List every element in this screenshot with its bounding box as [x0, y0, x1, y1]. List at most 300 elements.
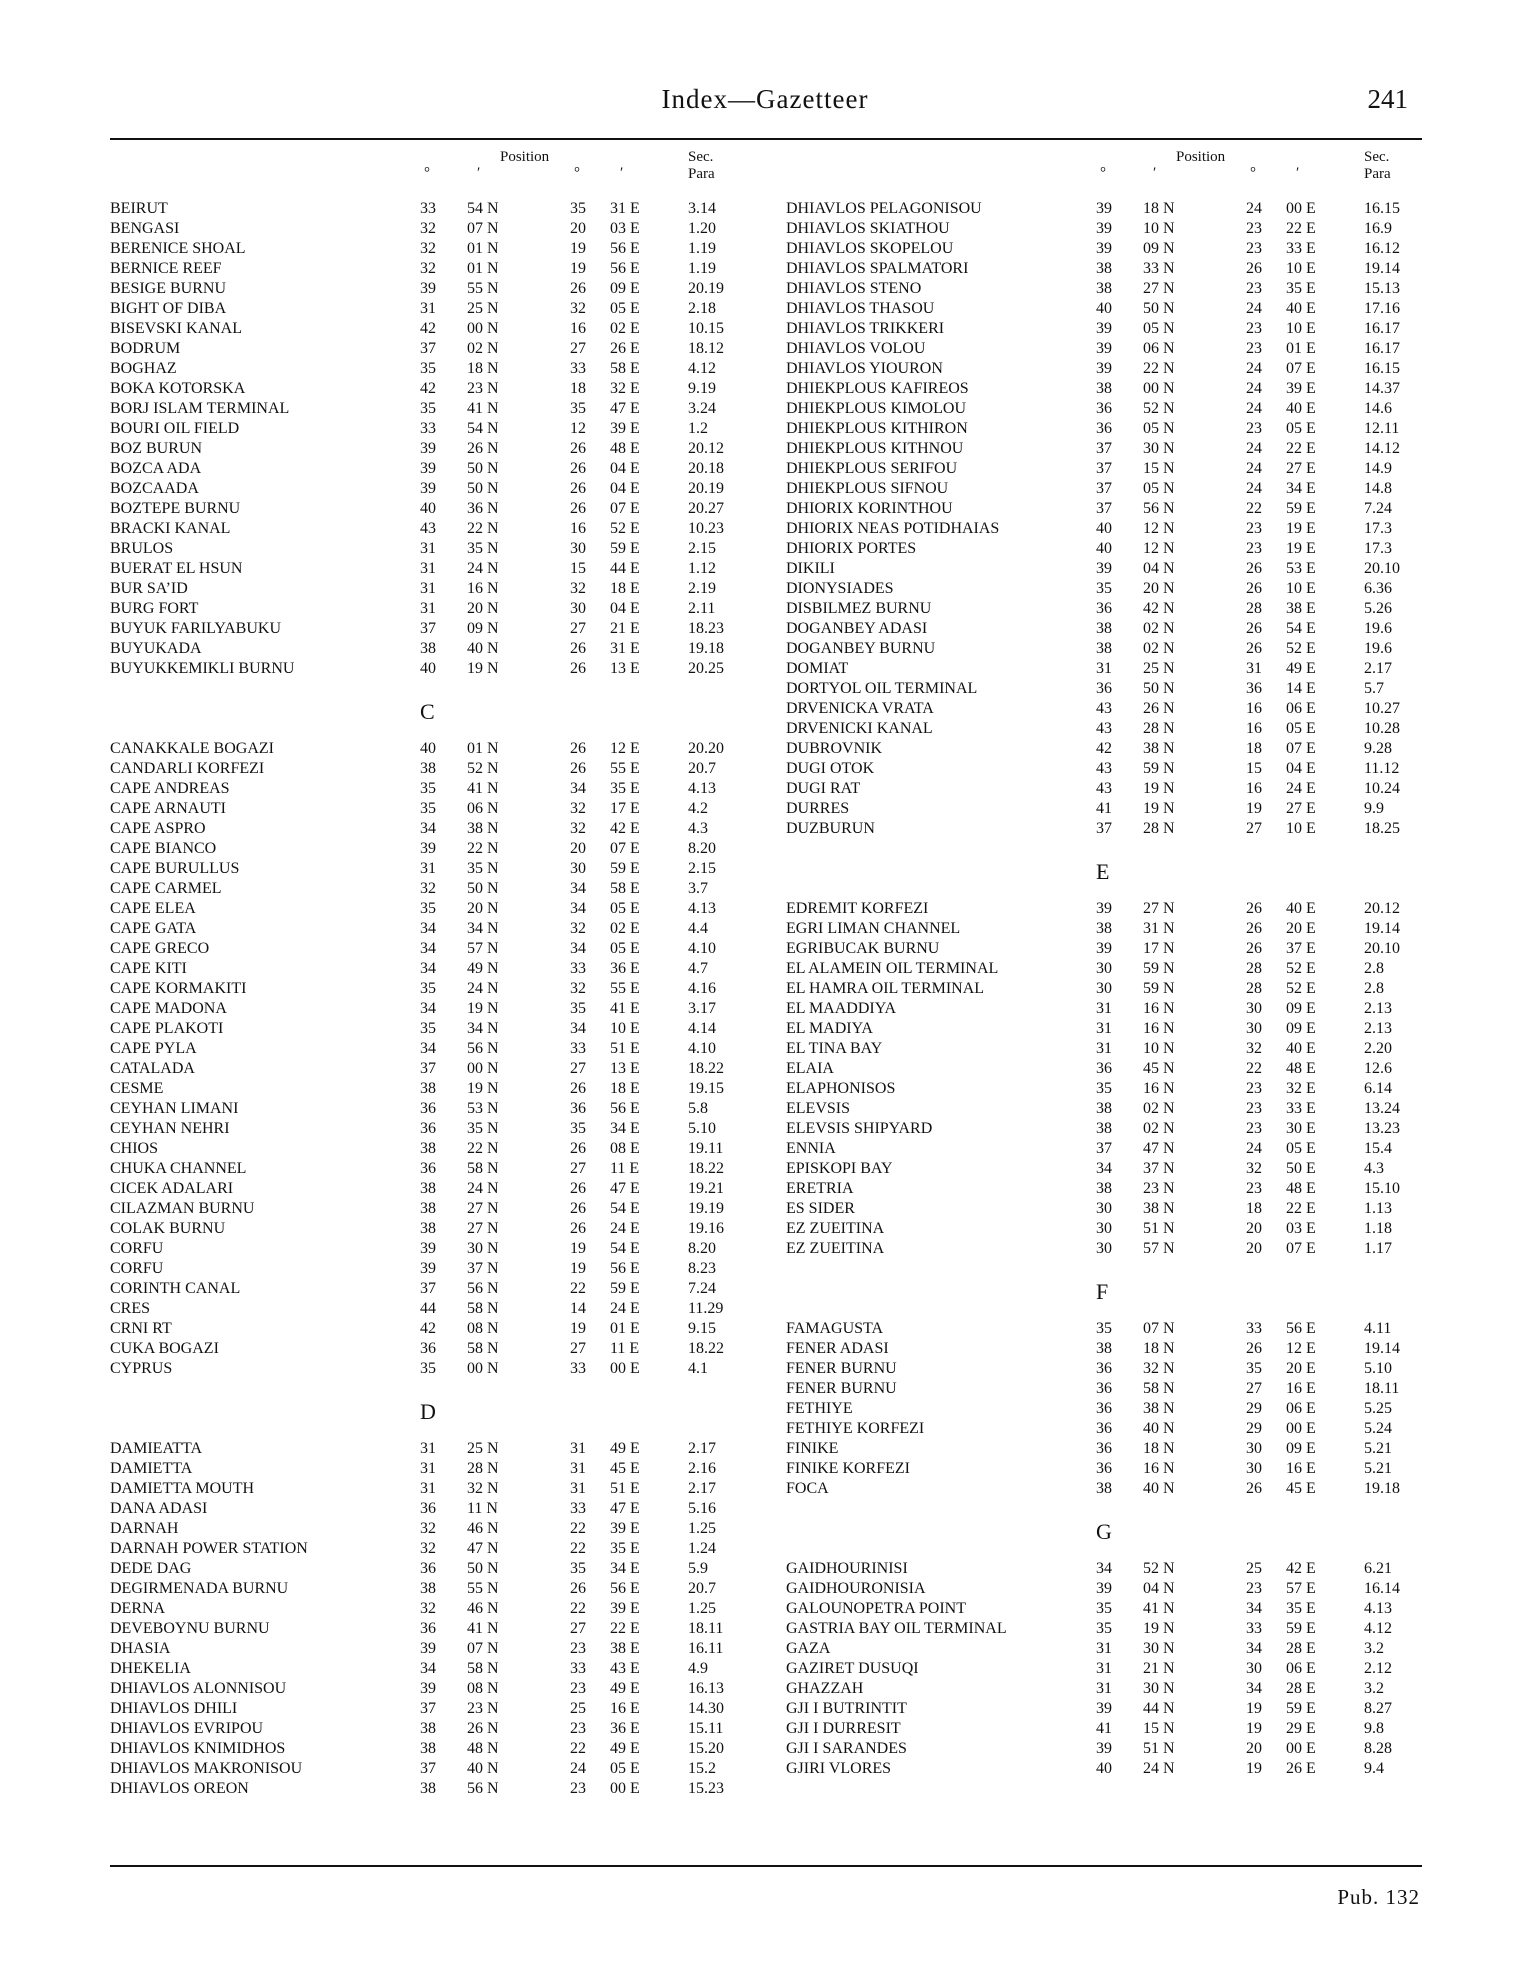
longitude-degrees: 19	[1246, 1700, 1262, 1717]
entry-name: CORFU	[110, 1240, 164, 1257]
entry-name: DHASIA	[110, 1640, 171, 1657]
index-entry	[786, 299, 1436, 319]
latitude-minutes: 22 N	[467, 1140, 499, 1157]
latitude-degrees: 37	[1096, 820, 1112, 837]
longitude-degrees: 26	[1246, 940, 1262, 957]
longitude-degrees: 33	[570, 360, 586, 377]
latitude-degrees: 39	[1096, 240, 1112, 257]
latitude-minutes: 07 N	[467, 1640, 499, 1657]
latitude-minutes: 00 N	[467, 1360, 499, 1377]
entry-name: DHEKELIA	[110, 1660, 191, 1677]
latitude-minutes: 38 N	[467, 820, 499, 837]
longitude-degrees: 33	[570, 1660, 586, 1677]
entry-name: GASTRIA BAY OIL TERMINAL	[786, 1620, 1007, 1637]
longitude-degrees: 34	[570, 900, 586, 917]
latitude-minutes: 22 N	[467, 840, 499, 857]
section-paragraph: 3.24	[688, 400, 716, 417]
latitude-degrees: 38	[1096, 280, 1112, 297]
index-entry	[786, 279, 1436, 299]
section-paragraph: 15.20	[688, 1740, 724, 1757]
longitude-minutes: 10 E	[1286, 320, 1316, 337]
latitude-minutes: 21 N	[1143, 1660, 1175, 1677]
longitude-degrees: 19	[570, 240, 586, 257]
latitude-degrees: 39	[1096, 900, 1112, 917]
longitude-minutes: 34 E	[610, 1560, 640, 1577]
latitude-degrees: 38	[420, 760, 436, 777]
longitude-minutes: 58 E	[610, 360, 640, 377]
latitude-minutes: 40 N	[467, 1760, 499, 1777]
longitude-minutes: 42 E	[1286, 1560, 1316, 1577]
longitude-minutes: 38 E	[1286, 600, 1316, 617]
latitude-minutes: 49 N	[467, 960, 499, 977]
latitude-minutes: 56 N	[467, 1040, 499, 1057]
latitude-degrees: 40	[1096, 300, 1112, 317]
latitude-minutes: 50 N	[467, 880, 499, 897]
section-paragraph: 5.7	[1364, 680, 1384, 697]
entry-name: CAPE ARNAUTI	[110, 800, 227, 817]
latitude-minutes: 35 N	[467, 860, 499, 877]
section-paragraph: 8.20	[688, 1240, 716, 1257]
longitude-minutes: 31 E	[610, 200, 640, 217]
entry-name: ENNIA	[786, 1140, 836, 1157]
section-paragraph: 3.2	[1364, 1680, 1384, 1697]
index-entry	[110, 1659, 760, 1679]
section-paragraph: 9.9	[1364, 800, 1384, 817]
index-entry	[786, 219, 1436, 239]
latitude-degrees: 39	[1096, 200, 1112, 217]
latitude-degrees: 33	[420, 420, 436, 437]
entry-name: DUBROVNIK	[786, 740, 882, 757]
longitude-degrees: 26	[1246, 900, 1262, 917]
latitude-minutes: 17 N	[1143, 940, 1175, 957]
index-entry	[786, 1239, 1436, 1259]
longitude-minutes: 09 E	[1286, 1020, 1316, 1037]
section-paragraph: 4.9	[688, 1660, 708, 1677]
latitude-minutes: 26 N	[467, 440, 499, 457]
section-letter-text: D	[420, 1399, 436, 1424]
longitude-degrees: 23	[1246, 320, 1262, 337]
page-number: 241	[1367, 84, 1408, 114]
entry-name: GAZA	[786, 1640, 831, 1657]
latitude-minutes: 51 N	[1143, 1220, 1175, 1237]
longitude-minutes: 56 E	[610, 1580, 640, 1597]
entry-name: GJI I DURRESIT	[786, 1720, 901, 1737]
latitude-minutes: 08 N	[467, 1680, 499, 1697]
latitude-minutes: 10 N	[1143, 220, 1175, 237]
entry-name: DURRES	[786, 800, 850, 817]
section-paragraph: 7.24	[688, 1280, 716, 1297]
longitude-degrees: 30	[1246, 1440, 1262, 1457]
latitude-minutes: 56 N	[467, 1280, 499, 1297]
longitude-minutes: 36 E	[610, 960, 640, 977]
index-entry	[110, 1079, 760, 1099]
longitude-degrees: 33	[1246, 1320, 1262, 1337]
longitude-minutes: 00 E	[610, 1360, 640, 1377]
longitude-degrees: 30	[1246, 1020, 1262, 1037]
latitude-minutes: 58 N	[467, 1660, 499, 1677]
latitude-minutes: 54 N	[467, 200, 499, 217]
latitude-minutes: 50 N	[1143, 300, 1175, 317]
latitude-degrees: 36	[1096, 400, 1112, 417]
longitude-minutes: 39 E	[610, 420, 640, 437]
longitude-degrees: 24	[1246, 360, 1262, 377]
longitude-degrees: 32	[570, 920, 586, 937]
longitude-minutes: 59 E	[610, 860, 640, 877]
longitude-minutes: 07 E	[610, 500, 640, 517]
index-entry	[786, 659, 1436, 679]
index-entry	[786, 639, 1436, 659]
entry-name: EZ ZUEITINA	[786, 1220, 885, 1237]
latitude-minutes: 41 N	[467, 1620, 499, 1637]
longitude-degrees: 29	[1246, 1400, 1262, 1417]
latitude-minutes: 26 N	[1143, 700, 1175, 717]
longitude-minutes: 02 E	[610, 320, 640, 337]
latitude-degrees: 40	[1096, 520, 1112, 537]
longitude-degrees: 23	[1246, 240, 1262, 257]
latitude-minutes: 24 N	[1143, 1760, 1175, 1777]
longitude-minutes: 28 E	[1286, 1680, 1316, 1697]
index-entry	[786, 979, 1436, 999]
latitude-minutes: 24 N	[467, 1180, 499, 1197]
longitude-minutes: 20 E	[1286, 920, 1316, 937]
latitude-degrees: 37	[420, 1760, 436, 1777]
index-entry	[110, 1259, 760, 1279]
latitude-minutes: 25 N	[467, 1440, 499, 1457]
longitude-degrees: 31	[570, 1460, 586, 1477]
longitude-minutes: 10 E	[610, 1020, 640, 1037]
longitude-minutes: 22 E	[1286, 440, 1316, 457]
section-paragraph: 2.13	[1364, 1000, 1392, 1017]
index-entry	[110, 939, 760, 959]
latitude-minutes: 33 N	[1143, 260, 1175, 277]
section-paragraph: 4.10	[688, 940, 716, 957]
longitude-degrees: 35	[570, 1560, 586, 1577]
index-entry	[786, 779, 1436, 799]
latitude-degrees: 39	[420, 440, 436, 457]
latitude-minutes: 16 N	[1143, 1020, 1175, 1037]
latitude-minutes: 23 N	[467, 1700, 499, 1717]
latitude-degrees: 32	[420, 220, 436, 237]
index-entry	[786, 679, 1436, 699]
entry-name: DERNA	[110, 1600, 166, 1617]
longitude-minutes: 35 E	[610, 1540, 640, 1557]
latitude-minutes: 07 N	[467, 220, 499, 237]
longitude-degrees: 26	[570, 740, 586, 757]
longitude-minutes: 05 E	[610, 1760, 640, 1777]
index-entry	[110, 1279, 760, 1299]
longitude-minutes: 07 E	[1286, 360, 1316, 377]
latitude-degrees: 39	[1096, 340, 1112, 357]
longitude-degrees: 33	[1246, 1620, 1262, 1637]
latitude-minutes: 11 N	[467, 1500, 498, 1517]
latitude-degrees: 39	[1096, 1740, 1112, 1757]
longitude-minutes: 04 E	[610, 600, 640, 617]
longitude-minutes: 05 E	[610, 300, 640, 317]
index-entry	[110, 999, 760, 1019]
index-entry	[786, 259, 1436, 279]
latitude-degrees: 31	[1096, 1640, 1112, 1657]
longitude-minutes: 22 E	[1286, 220, 1316, 237]
entry-name: FINIKE	[786, 1440, 839, 1457]
latitude-degrees: 37	[420, 1280, 436, 1297]
section-paragraph: 10.23	[688, 520, 724, 537]
longitude-degrees: 29	[1246, 1420, 1262, 1437]
longitude-degrees: 23	[570, 1680, 586, 1697]
index-entry	[110, 1359, 760, 1379]
index-entry	[110, 239, 760, 259]
latitude-minutes: 44 N	[1143, 1700, 1175, 1717]
latitude-minutes: 32 N	[1143, 1360, 1175, 1377]
entry-name: DHIAVLOS STENO	[786, 280, 922, 297]
longitude-minutes: 07 E	[1286, 740, 1316, 757]
longitude-minutes: 50 E	[1286, 1160, 1316, 1177]
latitude-minutes: 30 N	[1143, 1640, 1175, 1657]
section-paragraph: 2.15	[688, 540, 716, 557]
section-paragraph: 3.2	[1364, 1640, 1384, 1657]
longitude-minutes: 34 E	[610, 1120, 640, 1137]
latitude-degrees: 38	[1096, 640, 1112, 657]
latitude-minutes: 19 N	[1143, 1620, 1175, 1637]
section-paragraph: 4.3	[688, 820, 708, 837]
latitude-minutes: 26 N	[467, 1720, 499, 1737]
longitude-degrees: 26	[1246, 260, 1262, 277]
index-entry	[110, 979, 760, 999]
index-entry	[786, 1139, 1436, 1159]
index-entry	[110, 299, 760, 319]
longitude-minutes: 06 E	[1286, 700, 1316, 717]
index-entry	[110, 219, 760, 239]
longitude-degrees: 22	[570, 1520, 586, 1537]
latitude-degrees: 36	[420, 1620, 436, 1637]
section-paragraph: 14.6	[1364, 400, 1392, 417]
section-paragraph: 19.6	[1364, 640, 1392, 657]
longitude-minutes: 27 E	[1286, 800, 1316, 817]
right-entries	[786, 199, 1436, 1779]
latitude-minutes: 05 N	[1143, 420, 1175, 437]
entry-name: BERNICE REEF	[110, 260, 222, 277]
latitude-degrees: 34	[420, 1000, 436, 1017]
index-entry	[786, 739, 1436, 759]
index-entry	[110, 1499, 760, 1519]
longitude-minutes: 04 E	[1286, 760, 1316, 777]
index-entry	[786, 1559, 1436, 1579]
section-paragraph: 2.17	[688, 1480, 716, 1497]
section-paragraph: 20.19	[688, 480, 724, 497]
latitude-minutes: 57 N	[1143, 1240, 1175, 1257]
longitude-degrees: 35	[570, 1000, 586, 1017]
latitude-minutes: 12 N	[1143, 520, 1175, 537]
index-entry	[786, 819, 1436, 839]
index-entry	[110, 839, 760, 859]
latitude-degrees: 31	[420, 1480, 436, 1497]
longitude-degrees: 24	[570, 1760, 586, 1777]
page-title: Index—Gazetteer	[661, 84, 869, 114]
latitude-degrees: 31	[1096, 1660, 1112, 1677]
latitude-minutes: 20 N	[467, 600, 499, 617]
section-paragraph: 16.17	[1364, 320, 1400, 337]
longitude-degrees: 23	[570, 1640, 586, 1657]
entry-name: FINIKE KORFEZI	[786, 1460, 910, 1477]
entry-name: CAPE BIANCO	[110, 840, 217, 857]
entry-name: CAPE PYLA	[110, 1040, 197, 1057]
latitude-minutes: 04 N	[1143, 560, 1175, 577]
longitude-degrees: 26	[570, 1180, 586, 1197]
index-entry	[786, 1399, 1436, 1419]
longitude-degrees: 36	[1246, 680, 1262, 697]
latitude-degrees: 43	[1096, 760, 1112, 777]
latitude-minutes: 36 N	[467, 500, 499, 517]
entry-name: DHIAVLOS SPALMATORI	[786, 260, 969, 277]
longitude-degrees: 33	[570, 960, 586, 977]
entry-name: EZ ZUEITINA	[786, 1240, 885, 1257]
longitude-minutes: 26 E	[610, 340, 640, 357]
left-entries	[110, 199, 760, 1799]
entry-name: DEDE DAG	[110, 1560, 192, 1577]
latitude-minutes: 00 N	[467, 1060, 499, 1077]
latitude-degrees: 42	[1096, 740, 1112, 757]
longitude-degrees: 22	[1246, 1060, 1262, 1077]
section-paragraph: 4.13	[1364, 1600, 1392, 1617]
latitude-degrees: 34	[420, 820, 436, 837]
index-entry	[110, 1579, 760, 1599]
latitude-minutes: 05 N	[1143, 320, 1175, 337]
longitude-degrees: 20	[570, 220, 586, 237]
longitude-degrees: 23	[1246, 340, 1262, 357]
entry-name: ELAIA	[786, 1060, 834, 1077]
index-entry	[110, 1719, 760, 1739]
latitude-degrees: 37	[420, 1700, 436, 1717]
section-paragraph: 16.11	[688, 1640, 724, 1657]
longitude-minutes: 24 E	[610, 1220, 640, 1237]
entry-name: EDREMIT KORFEZI	[786, 900, 929, 917]
longitude-minutes: 14 E	[1286, 680, 1316, 697]
entry-name: BUYUKADA	[110, 640, 202, 657]
longitude-degrees: 28	[1246, 960, 1262, 977]
entry-name: DUZBURUN	[786, 820, 875, 837]
longitude-degrees: 31	[570, 1480, 586, 1497]
entry-name: CYPRUS	[110, 1360, 173, 1377]
longitude-minutes: 35 E	[1286, 280, 1316, 297]
longitude-degrees: 26	[570, 460, 586, 477]
section-paragraph: 9.4	[1364, 1760, 1384, 1777]
latitude-degrees: 35	[420, 1020, 436, 1037]
section-paragraph: 12.6	[1364, 1060, 1392, 1077]
latitude-minutes: 02 N	[1143, 640, 1175, 657]
longitude-minutes: 31 E	[610, 640, 640, 657]
section-paragraph: 6.36	[1364, 580, 1392, 597]
index-entry	[786, 1119, 1436, 1139]
latitude-minutes: 18 N	[1143, 1340, 1175, 1357]
section-paragraph: 9.19	[688, 380, 716, 397]
latitude-degrees: 38	[420, 1740, 436, 1757]
section-letter	[110, 1379, 760, 1439]
longitude-degrees: 23	[1246, 1080, 1262, 1097]
latitude-degrees: 39	[420, 1260, 436, 1277]
entry-name: FENER BURNU	[786, 1360, 897, 1377]
longitude-degrees: 27	[570, 620, 586, 637]
latitude-degrees: 30	[1096, 980, 1112, 997]
longitude-degrees: 27	[570, 1620, 586, 1637]
index-entry	[786, 1379, 1436, 1399]
entry-name: DRVENICKA VRATA	[786, 700, 934, 717]
entry-name: DORTYOL OIL TERMINAL	[786, 680, 978, 697]
latitude-minutes: 56 N	[1143, 500, 1175, 517]
latitude-degrees: 42	[420, 380, 436, 397]
index-entry	[110, 439, 760, 459]
latitude-degrees: 31	[1096, 1040, 1112, 1057]
longitude-minutes: 05 E	[1286, 420, 1316, 437]
longitude-degrees: 26	[570, 1580, 586, 1597]
longitude-minutes: 22 E	[610, 1620, 640, 1637]
entry-name: GJI I BUTRINTIT	[786, 1700, 907, 1717]
latitude-degrees: 39	[420, 840, 436, 857]
latitude-degrees: 40	[420, 660, 436, 677]
section-paragraph: 4.12	[1364, 1620, 1392, 1637]
index-entry	[110, 1439, 760, 1459]
longitude-degrees: 24	[1246, 400, 1262, 417]
index-entry	[786, 519, 1436, 539]
longitude-degrees: 23	[1246, 1100, 1262, 1117]
longitude-degrees: 19	[1246, 1720, 1262, 1737]
section-paragraph: 16.13	[688, 1680, 724, 1697]
entry-name: GJIRI VLORES	[786, 1760, 892, 1777]
section-paragraph: 9.28	[1364, 740, 1392, 757]
index-entry	[110, 1159, 760, 1179]
longitude-degrees: 27	[570, 1160, 586, 1177]
left-column	[110, 145, 760, 1799]
longitude-minutes: 10 E	[1286, 580, 1316, 597]
longitude-minutes: 19 E	[1286, 540, 1316, 557]
entry-name: DHIAVLOS TRIKKERI	[786, 320, 945, 337]
index-entry	[786, 539, 1436, 559]
section-letter	[786, 839, 1436, 899]
longitude-minutes: 43 E	[610, 1660, 640, 1677]
latitude-minutes: 59 N	[1143, 760, 1175, 777]
longitude-minutes: 56 E	[1286, 1320, 1316, 1337]
index-entry	[110, 419, 760, 439]
longitude-degrees: 26	[1246, 620, 1262, 637]
longitude-minutes: 49 E	[610, 1740, 640, 1757]
index-entry	[786, 1439, 1436, 1459]
longitude-minutes: 22 E	[1286, 1200, 1316, 1217]
longitude-minutes: 13 E	[610, 660, 640, 677]
index-entry	[110, 499, 760, 519]
section-paragraph: 18.12	[688, 340, 724, 357]
longitude-degrees: 23	[1246, 540, 1262, 557]
longitude-minutes: 32 E	[1286, 1080, 1316, 1097]
latitude-minutes: 40 N	[1143, 1420, 1175, 1437]
longitude-degrees: 16	[1246, 780, 1262, 797]
longitude-degrees: 16	[1246, 700, 1262, 717]
longitude-degrees: 33	[570, 1500, 586, 1517]
index-entry	[786, 1759, 1436, 1779]
entry-name: BRULOS	[110, 540, 174, 557]
latitude-degrees: 36	[420, 1160, 436, 1177]
longitude-degrees: 19	[570, 1320, 586, 1337]
section-paragraph: 18.22	[688, 1060, 724, 1077]
latitude-degrees: 39	[420, 1240, 436, 1257]
longitude-degrees: 26	[570, 1220, 586, 1237]
latitude-minutes: 04 N	[1143, 1580, 1175, 1597]
index-entry	[110, 359, 760, 379]
index-entry	[786, 1039, 1436, 1059]
index-entry	[786, 939, 1436, 959]
longitude-degrees: 19	[570, 1260, 586, 1277]
latitude-degrees: 40	[1096, 540, 1112, 557]
index-entry	[786, 1479, 1436, 1499]
section-paragraph: 19.11	[688, 1140, 724, 1157]
section-paragraph: 20.25	[688, 660, 724, 677]
